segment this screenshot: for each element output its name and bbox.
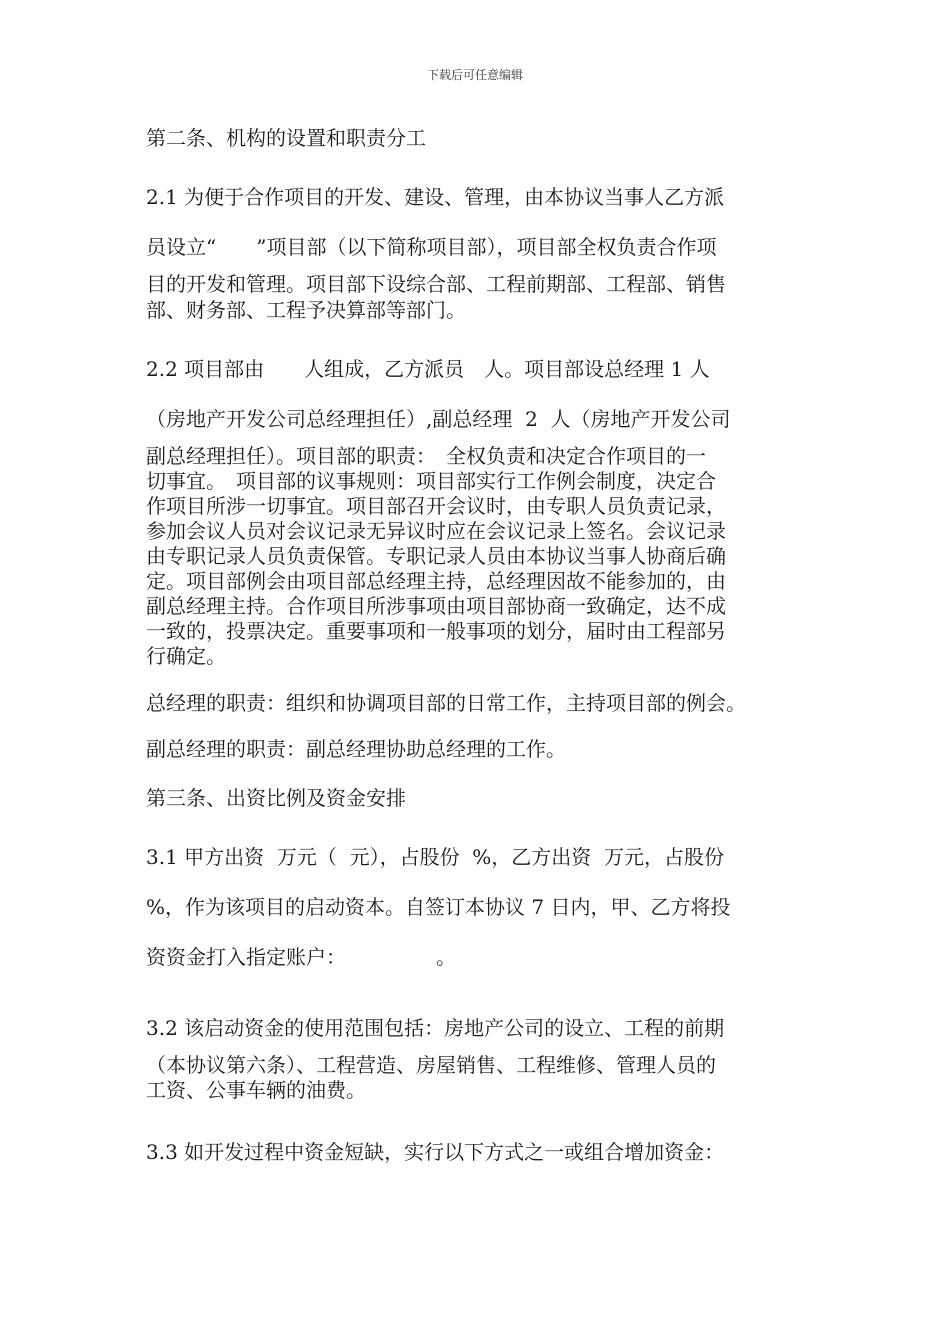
paragraph-line: 总经理的职责：组织和协调项目部的日常工作，主持项目部的例会。	[146, 691, 746, 715]
section-heading: 第二条、机构的设置和职责分工	[146, 126, 426, 150]
paragraph-line: 由专职记录人员负责保管。专职记录人员由本协议当事人协商后确	[146, 544, 726, 568]
paragraph-line: 资资金打入指定账户： 。	[146, 945, 456, 969]
paragraph-line: 行确定。	[146, 644, 226, 668]
paragraph-line: 员设立“ ”项目部（以下简称项目部），项目部全权负责合作项	[146, 235, 717, 259]
paragraph-line: 一致的，投票决定。重要事项和一般事项的划分，届时由工程部另	[146, 619, 726, 643]
paragraph-line: （房地产开发公司总经理担任）,副总经理 2 人（房地产开发公司	[146, 407, 731, 431]
paragraph-line: 副总经理主持。合作项目所涉事项由项目部协商一致确定，达不成	[146, 594, 726, 618]
paragraph-line: 定。项目部例会由项目部总经理主持，总经理因故不能参加的，由	[146, 569, 726, 593]
page-header: 下载后可任意编辑	[426, 68, 523, 82]
paragraph-line: 工资、公事车辆的油费。	[146, 1078, 366, 1102]
paragraph-line: 2.2 项目部由 人组成，乙方派员 人。项目部设总经理 1 人	[146, 357, 710, 381]
paragraph-line: 目的开发和管理。项目部下设综合部、工程前期部、工程部、销售	[146, 272, 726, 296]
paragraph-line: %，作为该项目的启动资本。自签订本协议 7 日内，甲、乙方将投	[146, 895, 731, 919]
paragraph-line: 作项目所涉一切事宜。项目部召开会议时，由专职人员负责记录，	[146, 494, 726, 518]
paragraph-line: 3.1 甲方出资 万元（ 元），占股份 %，乙方出资 万元，占股份	[146, 845, 725, 869]
section-heading: 第三条、出资比例及资金安排	[146, 786, 406, 810]
paragraph-line: 切事宜。 项目部的议事规则：项目部实行工作例会制度，决定合	[146, 469, 716, 493]
paragraph-line: 副总经理担任）。项目部的职责： 全权负责和决定合作项目的一	[146, 444, 706, 468]
paragraph-line: 3.3 如开发过程中资金短缺，实行以下方式之一或组合增加资金：	[146, 1140, 725, 1164]
paragraph-line: 参加会议人员对会议记录无异议时应在会议记录上签名。会议记录	[146, 519, 726, 543]
paragraph-line: 部、财务部、工程予决算部等部门。	[146, 298, 466, 322]
paragraph-line: 3.2 该启动资金的使用范围包括：房地产公司的设立、工程的前期	[146, 1016, 725, 1040]
paragraph-line: 副总经理的职责：副总经理协助总经理的工作。	[146, 737, 566, 761]
paragraph-line: 2.1 为便于合作项目的开发、建设、管理，由本协议当事人乙方派	[146, 185, 725, 209]
paragraph-line: （本协议第六条）、工程营造、房屋销售、工程维修、管理人员的	[146, 1053, 716, 1077]
